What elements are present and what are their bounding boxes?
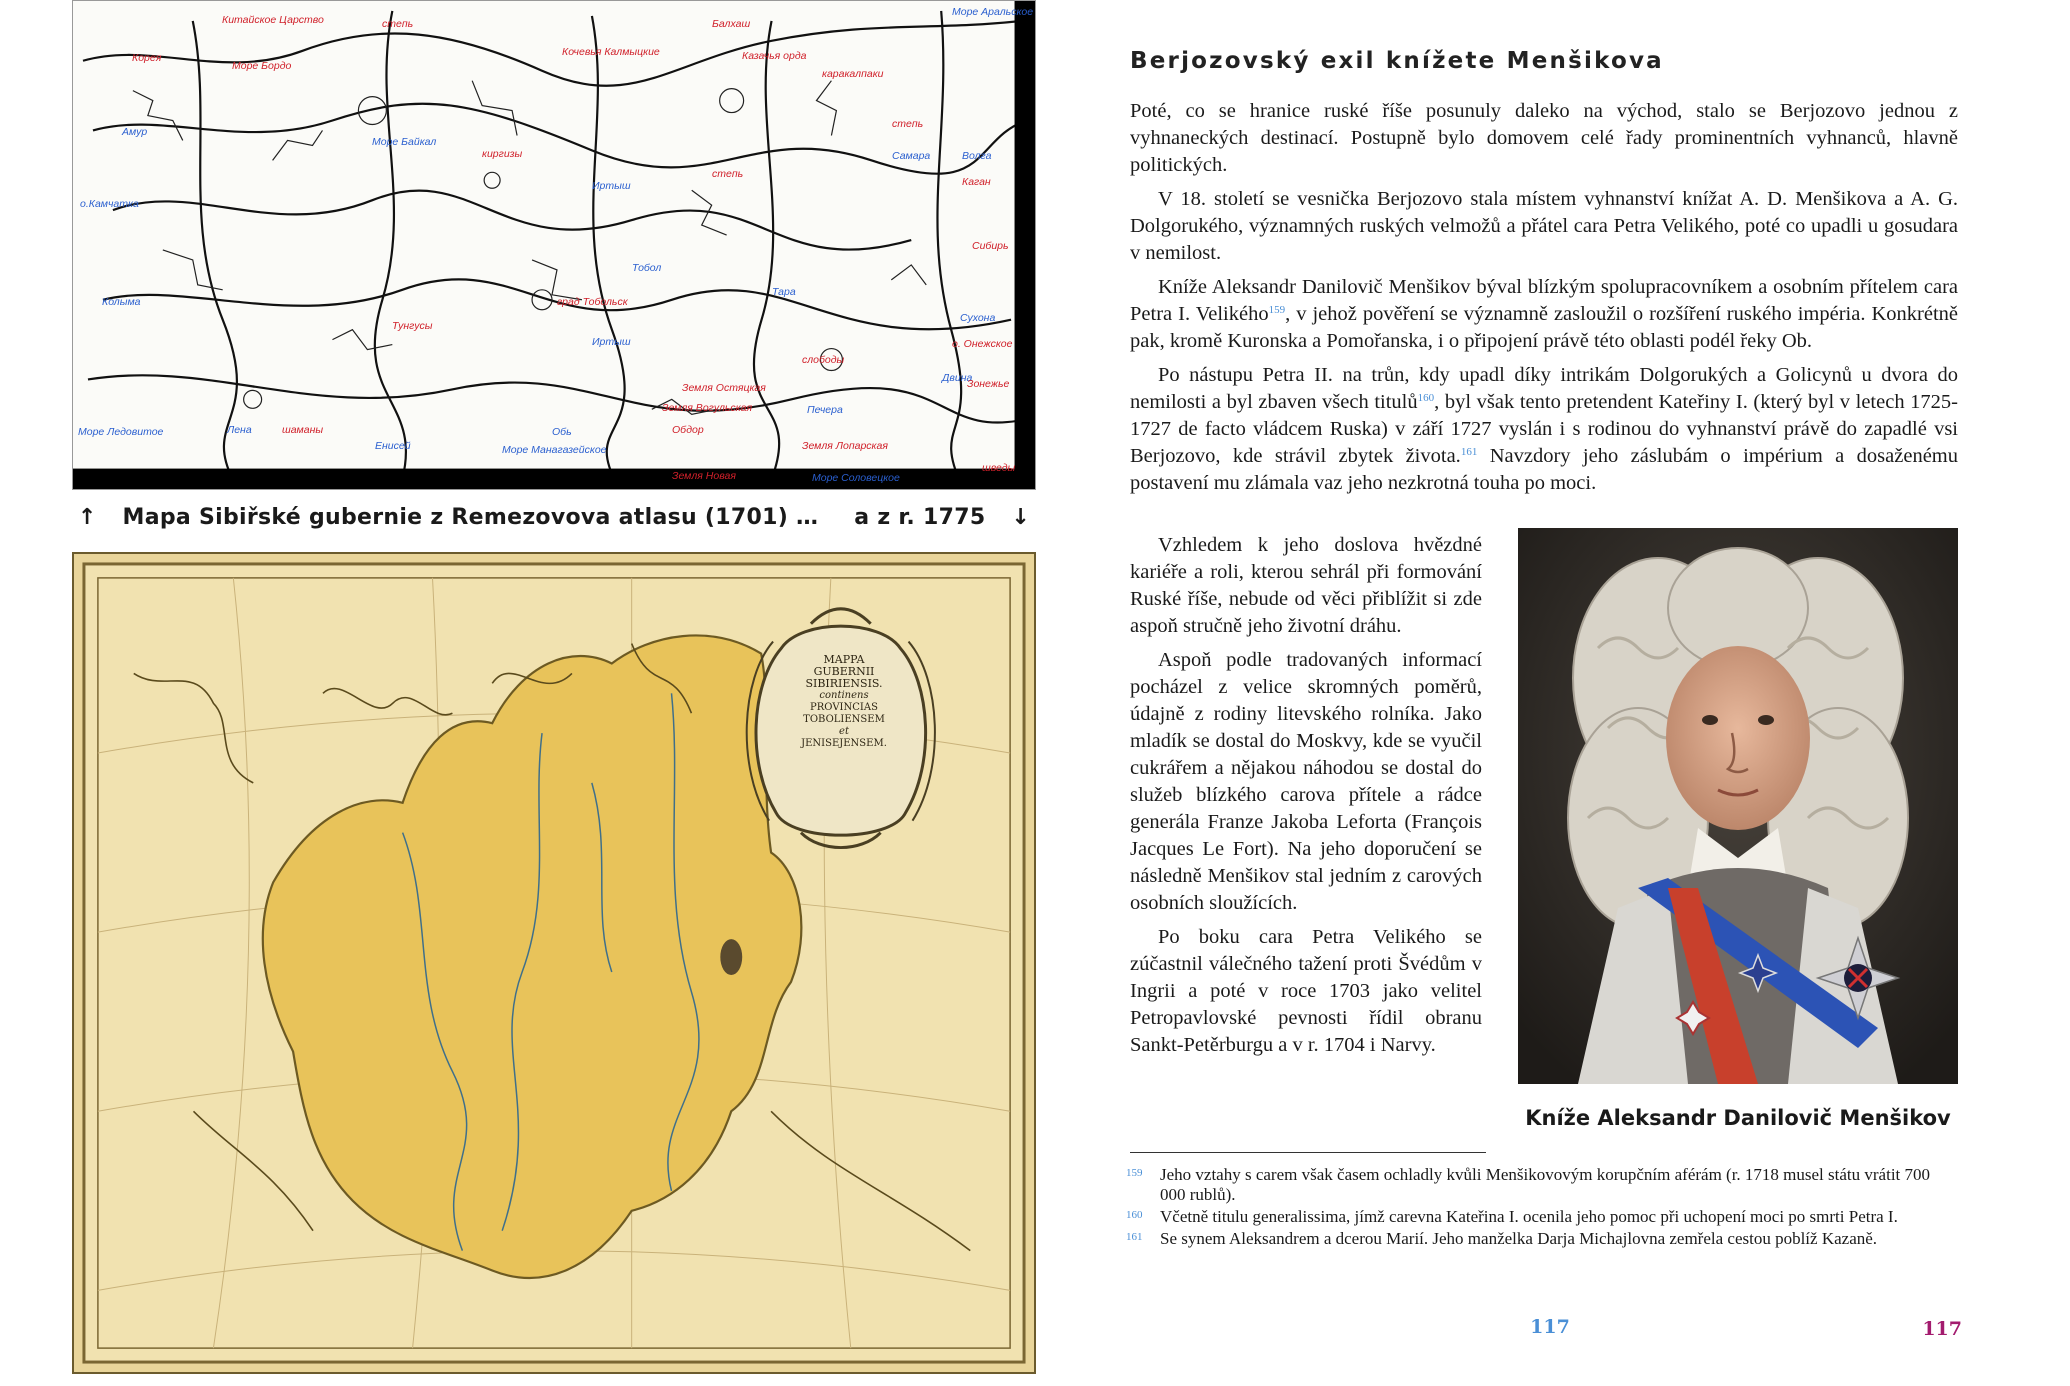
main-text [1130,98,1958,504]
map-label: Тара [772,286,796,298]
paragraph-text: Kníže Aleksandr Danilovič Menšikov býval blízkým spolupracovníkem a osobním přítelem cara Petra I. Velikého [1130,276,1958,325]
map-label: Земля Вогульская [662,402,753,414]
map-label: слободы [802,354,845,366]
map-label: Самара [892,150,931,162]
arrow-down-icon: ↓ [1011,505,1031,530]
map-label: Море Ледовитое [78,426,164,438]
cartouche-line: GUBERNII [813,665,875,678]
paragraph: Aspoň podle tradovaných informací pocházel z velice skromných poměrů, údajně z rodiny litevského rolníka. Jako mladík se dostal do Moskvy, kde se vyučil cukrářem a nějakou náhodou se dostal do služeb blízkého carova přítele a rádce generála Franze Jakoba Leforta (François Jacques Le Fort). Na jeho doporučení se následně Menšikov stal jedním z carových osobních sloužících. [1130,649,1482,914]
paragraph: Po boku cara Petra Velikého se zúčastnil válečného tažení proti Švédům v Ingrii a poté v roce 1703 jako velitel Petropavlovské pevnosti řídil obranu Sankt-Petěrburgu a v r. 1704 i Narvy. [1130,926,1482,1056]
paragraph-text: , v jehož pověření se významně zasloužil o rozšíření ruského impéria. Konkrétně pak, kromě Kuronska a Pomořanska, i o připojení právě této oblasti podél řeky Ob. [1130,303,1958,352]
map-label: о. Онежское [952,338,1013,350]
map-label: Обдор [672,424,704,436]
map-label: Земля Остяцкая [682,382,766,394]
map-label: Колыма [102,296,141,308]
page-number: 117 [1922,1318,1962,1340]
map-label: Китайское Царство [222,14,324,26]
map-label: киргизы [482,148,523,160]
map-label: степь [892,118,924,130]
map-label: Балхаш [712,18,751,30]
map-label: Печера [807,404,843,416]
footnote-ref[interactable]: 161 [1460,446,1478,458]
page-number: 117 [1530,1316,1570,1338]
footnote [1126,1165,1958,1205]
map-label: каракалпаки [822,68,884,80]
footnote-text: Se synem Aleksandrem a dcerou Marií. Jeho manželka Darja Michajlovna zemřela cestou poblíž Kazaně. [1160,1229,1878,1248]
footnote-text: Včetně titulu generalissima, jímž carevna Kateřina I. ocenila jeho pomoc při uchopení moci po smrti Petra I. [1160,1207,1898,1226]
map-label: Зонежье [967,378,1010,390]
portrait-caption: Kníže Aleksandr Danilovič Menšikov [1525,1106,1951,1130]
map-cartouche [784,654,904,750]
map-label: Сухона [960,312,996,324]
cartouche-line: SIBIRIENSIS. [805,677,883,690]
map-label: Море Бордо [232,60,292,72]
map-label: Тунгусы [392,320,433,332]
side-text [1130,532,1482,1066]
footnote-text: Jeho vztahy s carem však časem ochladly kvůli Menšikovovým korupčním aférám (r. 1718 musel státu vrátit 700 000 rublů). [1160,1165,1931,1204]
map-label: Море Манагазейское [502,444,607,456]
paragraph: Vzhledem k jeho doslova hvězdné kariéře a roli, kterou sehrál při formování Ruské říše, nebude od věci přiblížit si zde aspoň stručně jeho životní dráhu. [1130,534,1482,637]
map-label: степь [382,18,414,30]
paragraph [1130,362,1958,497]
map-label: Кочевья Калмыцкие [562,46,660,58]
map-label: Обь [552,426,572,438]
map-label: Тобол [632,262,662,274]
cartouche-line: continens [819,690,869,701]
map-label: степь [712,168,744,180]
paragraph [1130,274,1958,355]
cartouche-line: MAPPA [823,653,865,666]
map-label: град Тобольск [557,296,628,308]
map-label: Енисей [375,440,411,452]
map-label: Лена [227,424,252,436]
footnotes [1126,1165,1958,1251]
map-label: Море Соловецкое [812,472,900,484]
footnote-divider [1130,1152,1486,1153]
chapter-title: Berjozovský exil knížete Menšikova [1130,48,1664,74]
siberia-1775-map-image [72,552,1036,1374]
map-label: Море Байкал [372,136,437,148]
paragraph: Poté, co se hranice ruské říše posunuly daleko na východ, stalo se Berjozovo jednou z vyhnaneckých destinací. Postupně bylo domovem celé řady prominentních vyhnanců, hlavně politických. [1130,100,1958,176]
map-label: шведы [982,462,1016,474]
footnote-number: 160 [1126,1209,1143,1221]
map-label: Сибирь [972,240,1009,252]
map-label: Волга [962,150,992,162]
cartouche-line: et [839,726,849,737]
footnote-ref[interactable]: 160 [1417,392,1435,404]
paragraph: V 18. století se vesnička Berjozovo stala místem vyhnanství knížat A. D. Menšikova a A. G. Dolgorukého, významných ruských velmožů a přátel cara Petra Velikého, poté co upadli u gosudara v nemilost. [1130,188,1958,264]
footnote [1126,1229,1958,1249]
map-label: Земля Лопарская [802,440,888,452]
cartouche-line: TOBOLIENSEM [803,714,885,725]
map-label: Иртыш [592,336,631,348]
map-label: Амур [122,126,148,138]
portrait-drawing [1518,528,1958,1084]
footnote-number: 159 [1126,1167,1143,1179]
cartouche-line: PROVINCIAS [810,702,878,713]
map-caption [72,505,1036,539]
menshikov-portrait-image [1518,528,1958,1084]
paragraph-text: Po nástupu Petra II. na trůn, kdy upadl díky intrikám Dolgorukých a Golicynů u dvora do nemilosti a byl zbaven všech titulů [1130,364,1958,413]
footnote-number: 161 [1126,1231,1143,1243]
map-label: шаманы [282,424,324,436]
arrow-up-icon: ↑ [77,505,97,530]
footnote [1126,1207,1958,1227]
map-label: Каган [962,176,991,188]
footnote-ref[interactable]: 159 [1268,304,1286,316]
cartouche-line: JENISEJENSEM. [801,738,887,749]
paragraph-text: Navzdory jeho záslubám o impérium a dosaženému postavení mu zlámala vaz jeho nezkrotná touha po moci. [1130,445,1959,494]
map-caption-text: Mapa Sibiřské gubernie z Remezovova atlasu (1701) … [122,505,819,530]
map-label: о.Камчатка [80,198,139,210]
map-label: Иртыш [592,180,631,192]
map-label: Море Аральское [952,6,1034,18]
map-label: Казачья орда [742,50,807,62]
remezov-map-labels [72,0,1036,490]
paragraph-text: , byl však tento pretendent Kateřiny I. (který byl v letech 1725-1727 de facto vládcem Ruska) v září 1727 vyslán i s rodinou do vyhnanství právě do zapadlé vsi Berjozovo, kde strávil zbytek života. [1130,391,1958,467]
map-label: Корея [132,52,162,64]
map-label: Земля Новая [672,470,736,482]
map-caption-tail: a z r. 1775 [854,505,986,530]
map-label: Двина [942,372,973,384]
